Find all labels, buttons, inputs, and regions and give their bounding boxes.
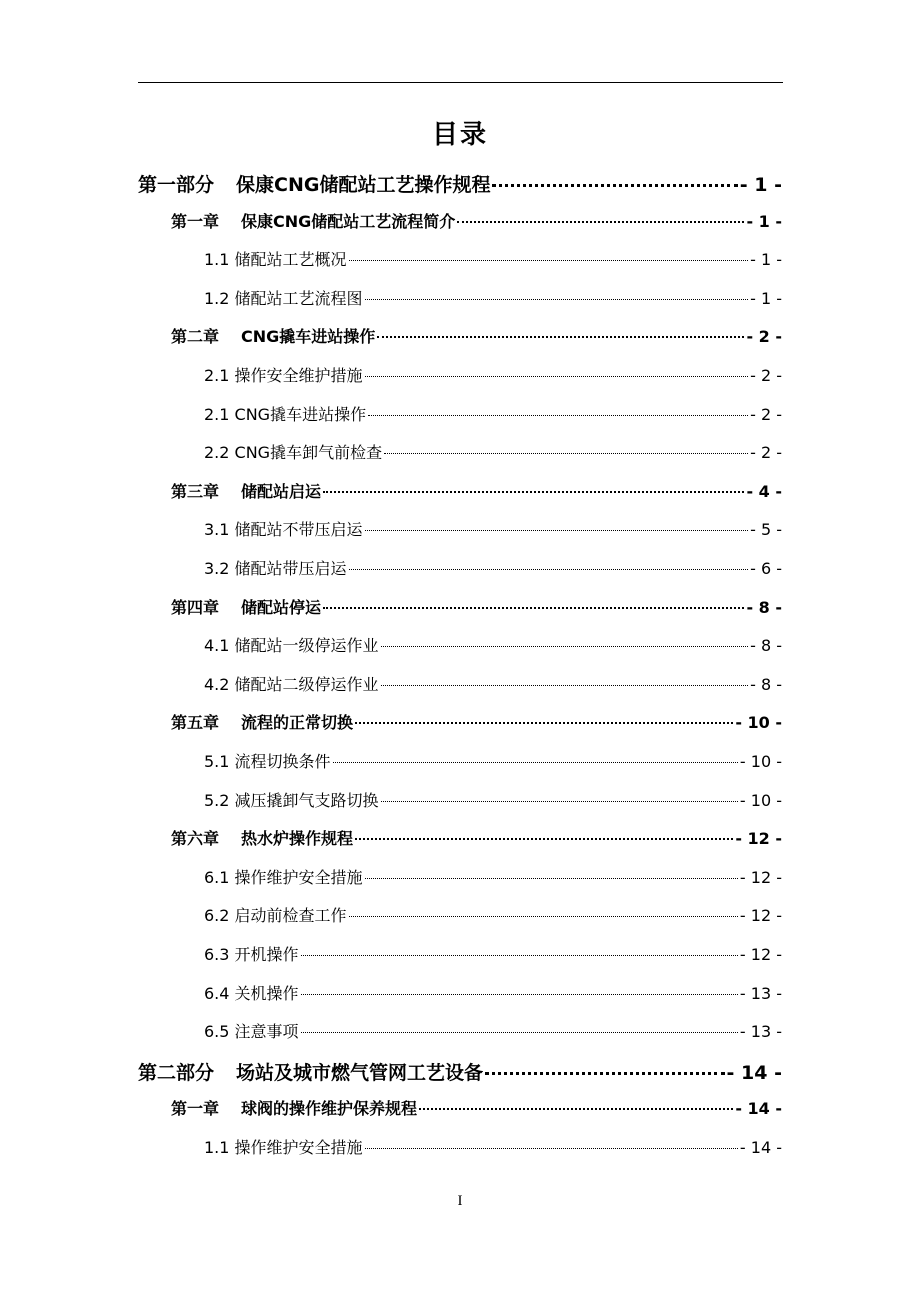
toc-entry-chapter[interactable] — [171, 481, 782, 503]
toc-entry-label — [204, 1021, 299, 1043]
toc-entry-label — [138, 172, 490, 198]
toc-title: 目录 — [431, 120, 488, 150]
toc-entry-label — [171, 828, 353, 850]
toc-entry-page: - 10 - — [739, 791, 782, 810]
toc-entry-text: 4.1 储配站一级停运作业 — [204, 636, 379, 655]
toc-entry-number: 第一部分 — [138, 174, 215, 196]
toc-entry-page: - 1 - — [750, 289, 782, 308]
toc-entry-text: 2.1 操作安全维护措施 — [204, 366, 363, 385]
toc-entry-section[interactable] — [204, 1137, 782, 1159]
toc-dot-leader — [365, 530, 749, 531]
toc-entry-page: - 12 - — [739, 868, 782, 887]
toc-entry-label — [204, 635, 379, 657]
toc-entry-text: 6.3 开机操作 — [204, 945, 299, 964]
toc-entry-page: - 2 - — [750, 443, 782, 462]
toc-entry-page: - 5 - — [750, 520, 782, 539]
toc-dot-leader — [457, 221, 744, 223]
toc-entry-text: 6.1 操作维护安全措施 — [204, 868, 363, 887]
toc-dot-leader — [301, 994, 738, 995]
toc-entry-number: 第三章 — [171, 482, 220, 501]
toc-dot-leader — [377, 336, 744, 338]
toc-entry-text: 3.2 储配站带压启运 — [204, 559, 347, 578]
toc-entry-page: - 13 - — [739, 984, 782, 1003]
toc-entry-text: 保康CNG储配站工艺流程简介 — [241, 212, 456, 231]
toc-entry-section[interactable] — [204, 519, 782, 541]
toc-entry-section[interactable] — [204, 442, 782, 464]
toc-entry-chapter[interactable] — [171, 326, 782, 348]
toc-entry-page: - 12 - — [735, 829, 782, 848]
toc-entry-text: 5.2 减压撬卸气支路切换 — [204, 791, 379, 810]
toc-entry-page: - 12 - — [739, 945, 782, 964]
toc-entry-page: - 2 - — [750, 405, 782, 424]
toc-entry-section[interactable] — [204, 288, 782, 310]
toc-entry-section[interactable] — [204, 983, 782, 1005]
toc-entry-section[interactable] — [204, 558, 782, 580]
toc-dot-leader — [301, 955, 738, 956]
toc-entry-text: 1.1 储配站工艺概况 — [204, 250, 347, 269]
toc-entry-page: - 14 - — [739, 1138, 782, 1157]
toc-entry-section[interactable] — [204, 404, 782, 426]
toc-dot-leader — [333, 762, 738, 763]
toc-dot-leader — [365, 1148, 738, 1149]
toc-entry-chapter[interactable] — [171, 712, 782, 734]
toc-dot-leader — [381, 646, 749, 647]
toc-entry-page: - 8 - — [750, 675, 782, 694]
toc-dot-leader — [419, 1108, 733, 1110]
toc-dot-leader — [355, 838, 733, 840]
toc-entry-part[interactable] — [138, 1060, 782, 1086]
toc-dot-leader — [368, 415, 748, 416]
toc-entry-label — [204, 519, 363, 541]
toc-entry-section[interactable] — [204, 249, 782, 271]
toc-entry-label — [204, 558, 347, 580]
toc-entry-label — [171, 712, 353, 734]
toc-entry-label — [204, 905, 347, 927]
toc-entry-section[interactable] — [204, 635, 782, 657]
toc-entry-label — [204, 442, 382, 464]
toc-entry-number: 第四章 — [171, 598, 220, 617]
toc-dot-leader — [492, 184, 737, 187]
toc-entry-text: 4.2 储配站二级停运作业 — [204, 675, 379, 694]
toc-entry-text: 1.1 操作维护安全措施 — [204, 1138, 363, 1157]
toc-dot-leader — [349, 260, 749, 261]
toc-entry-page: - 6 - — [750, 559, 782, 578]
toc-entry-label — [204, 365, 363, 387]
toc-entry-page: - 10 - — [739, 752, 782, 771]
toc-entry-section[interactable] — [204, 867, 782, 889]
toc-entry-page: - 12 - — [739, 906, 782, 925]
toc-entry-number: 第一章 — [171, 212, 220, 231]
toc-entry-text: 6.2 启动前检查工作 — [204, 906, 347, 925]
toc-entry-text: 场站及城市燃气管网工艺设备 — [236, 1062, 484, 1084]
toc-entry-label — [171, 481, 321, 503]
toc-entry-text: 储配站启运 — [241, 482, 322, 501]
toc-entry-text: 6.5 注意事项 — [204, 1022, 299, 1041]
toc-dot-leader — [365, 878, 738, 879]
toc-entry-text: 2.1 CNG撬车进站操作 — [204, 405, 367, 424]
toc-entry-number: 第二部分 — [138, 1062, 215, 1084]
toc-entry-text: CNG撬车进站操作 — [241, 327, 376, 346]
toc-entry-page: - 14 - — [735, 1099, 782, 1118]
toc-entry-label — [204, 288, 363, 310]
toc-entry-text: 1.2 储配站工艺流程图 — [204, 289, 363, 308]
toc-dot-leader — [381, 685, 749, 686]
toc-dot-leader — [355, 722, 733, 724]
toc-entry-number: 第五章 — [171, 713, 220, 732]
toc-entry-label — [204, 674, 379, 696]
toc-entry-page: - 8 - — [746, 598, 782, 617]
toc-entry-label — [171, 326, 375, 348]
toc-entry-label — [204, 249, 347, 271]
toc-entry-text: 5.1 流程切换条件 — [204, 752, 331, 771]
page-number: I — [457, 1193, 463, 1209]
toc-dot-leader — [485, 1072, 725, 1075]
toc-entry-chapter[interactable] — [171, 597, 782, 619]
toc-entry-section[interactable] — [204, 674, 782, 696]
toc-entry-chapter[interactable] — [171, 828, 782, 850]
toc-entry-page: - 1 - — [739, 174, 782, 196]
toc-entry-label — [171, 597, 321, 619]
toc-dot-leader — [384, 453, 748, 454]
toc-dot-leader — [349, 569, 749, 570]
toc-entry-label — [204, 751, 331, 773]
toc-entry-page: - 2 - — [750, 366, 782, 385]
toc-entry-section[interactable] — [204, 751, 782, 773]
toc-entry-section[interactable] — [204, 905, 782, 927]
toc-dot-leader — [301, 1032, 738, 1033]
toc-entry-part[interactable] — [138, 172, 782, 198]
toc-entry-number: 第一章 — [171, 1099, 220, 1118]
toc-entry-number: 第二章 — [171, 327, 220, 346]
toc-entry-page: - 4 - — [746, 482, 782, 501]
toc-dot-leader — [381, 801, 738, 802]
toc-dot-leader — [323, 607, 744, 609]
toc-entry-page: - 2 - — [746, 327, 782, 346]
toc-entry-label — [171, 1098, 417, 1120]
toc-entry-chapter[interactable] — [171, 1098, 782, 1120]
toc-entry-text: 球阀的操作维护保养规程 — [241, 1099, 418, 1118]
toc-entry-label — [204, 790, 379, 812]
toc-entry-label — [204, 404, 366, 426]
toc-entry-page: - 14 - — [726, 1062, 782, 1084]
toc-entry-label — [204, 867, 363, 889]
toc-entry-label — [204, 983, 299, 1005]
toc-dot-leader — [323, 491, 744, 493]
toc-entry-text: 流程的正常切换 — [241, 713, 354, 732]
toc-entry-label — [204, 1137, 363, 1159]
toc-dot-leader — [365, 299, 749, 300]
toc-entry-label — [171, 211, 455, 233]
toc-entry-page: - 1 - — [750, 250, 782, 269]
toc-dot-leader — [365, 376, 749, 377]
toc-entry-text: 保康CNG储配站工艺操作规程 — [236, 174, 491, 196]
toc-entry-section[interactable] — [204, 1021, 782, 1043]
toc-entry-label — [138, 1060, 483, 1086]
toc-entry-text: 6.4 关机操作 — [204, 984, 299, 1003]
toc-entry-text: 储配站停运 — [241, 598, 322, 617]
toc-entry-chapter[interactable] — [171, 211, 782, 233]
toc-entry-text: 热水炉操作规程 — [241, 829, 354, 848]
toc-entry-number: 第六章 — [171, 829, 220, 848]
toc-entry-page: - 10 - — [735, 713, 782, 732]
toc-entry-section[interactable] — [204, 790, 782, 812]
toc-dot-leader — [349, 916, 738, 917]
toc-entry-text: 3.1 储配站不带压启运 — [204, 520, 363, 539]
toc-entry-page: - 8 - — [750, 636, 782, 655]
toc-entry-section[interactable] — [204, 365, 782, 387]
toc-entry-label — [204, 944, 299, 966]
toc-entry-section[interactable] — [204, 944, 782, 966]
toc-entry-page: - 13 - — [739, 1022, 782, 1041]
toc-entry-page: - 1 - — [746, 212, 782, 231]
toc-entry-text: 2.2 CNG撬车卸气前检查 — [204, 443, 383, 462]
